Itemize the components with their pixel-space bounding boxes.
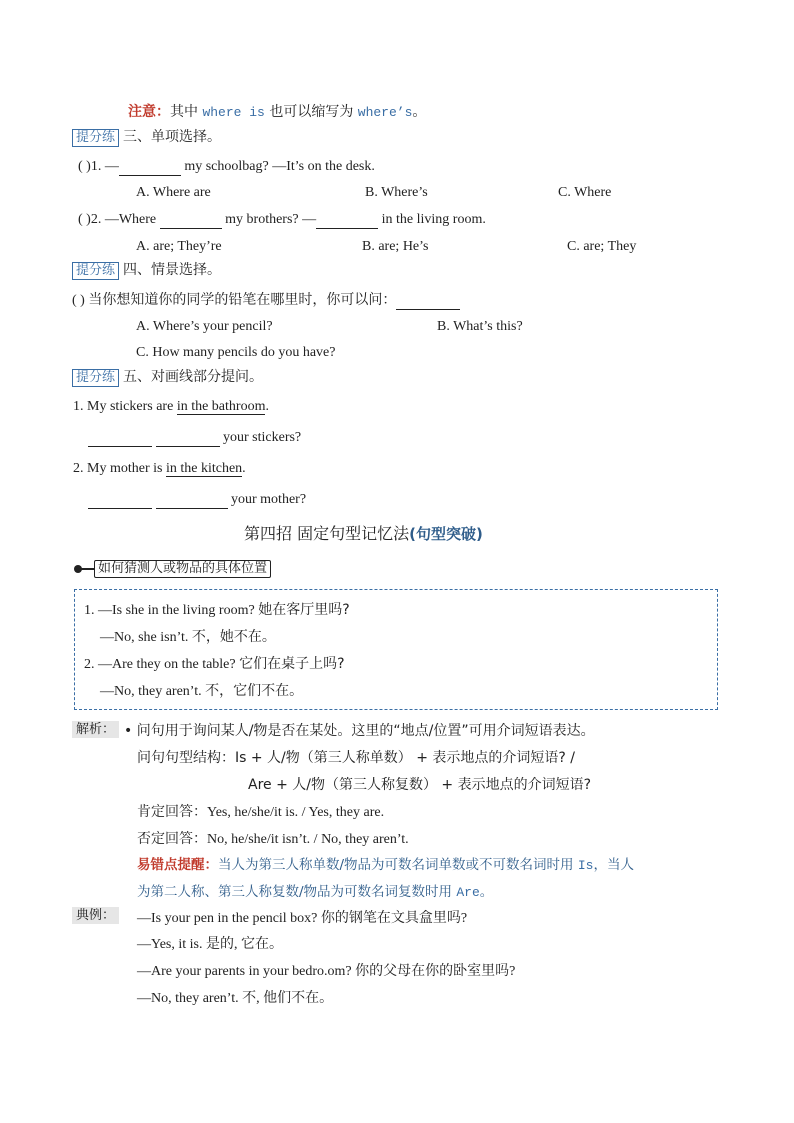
- dianli-label-text: 典例：: [72, 907, 119, 924]
- option-a: A. are; They’re: [136, 239, 222, 254]
- neg-text: No, he/she/it isn’t. / No, they aren’t.: [207, 832, 409, 847]
- option-b: B. are; He’s: [362, 239, 429, 254]
- example-en: 1. —Is she in the living room?: [84, 603, 255, 618]
- error-label: 易错点提醒：: [137, 857, 218, 873]
- answer-paren: ( ): [78, 212, 91, 227]
- example-en: —No, she isn’t.: [100, 630, 189, 645]
- option-a: A. Where’s your pencil?: [136, 319, 273, 334]
- blank: [119, 161, 181, 176]
- note-end: 。: [412, 104, 427, 120]
- section-title: 三、单项选择。: [123, 129, 222, 145]
- example-line-3: [84, 655, 345, 674]
- question-1: [78, 158, 375, 176]
- question-3: [72, 291, 460, 310]
- option-b: B. What’s this?: [437, 319, 523, 334]
- option-a: A. Where are: [136, 185, 211, 200]
- option-c: C. Where: [558, 185, 612, 200]
- error-tip-2: [137, 883, 493, 902]
- pos-label: 肯定回答：: [137, 804, 207, 820]
- q-stem: 1. —: [90, 159, 119, 174]
- question-4: [73, 398, 269, 416]
- blank: [88, 432, 152, 447]
- blank: [156, 494, 228, 509]
- key-icon: [74, 565, 94, 573]
- heading-main: 第四招 固定句型记忆法: [244, 524, 410, 543]
- section-3-heading: [72, 128, 221, 147]
- option-c: C. are; They: [567, 239, 637, 254]
- note-code-wheres: where’s: [357, 105, 413, 120]
- blank: [316, 214, 378, 229]
- error-code: Is: [577, 858, 594, 873]
- error-text: ，当人: [593, 857, 634, 873]
- q-stem-rest: in the living room.: [378, 212, 486, 227]
- q-stem: 2. —Where: [90, 212, 160, 227]
- dianli-label: [72, 907, 119, 925]
- blank: [156, 432, 220, 447]
- blank: [160, 214, 222, 229]
- q-end: .: [265, 399, 269, 414]
- dianli-line: —No, they aren’t. 不, 他们不在。: [137, 991, 334, 1006]
- example-line-2: [100, 628, 276, 647]
- blank: [88, 494, 152, 509]
- underlined-phrase: in the kitchen: [165, 461, 243, 476]
- dianli-line: —Yes, it is. 是的, 它在。: [137, 937, 283, 952]
- struct-2: Are + 人/物（第三人称复数） + 表示地点的介词短语?: [248, 777, 592, 793]
- section-5-heading: [72, 368, 263, 387]
- example-line-4: [100, 682, 303, 701]
- error-text: 。: [479, 884, 494, 900]
- neg-answer: [137, 830, 409, 849]
- example-zh: 它们在桌子上吗?: [239, 656, 345, 672]
- howto-label: [74, 560, 271, 578]
- struct-line-1: [137, 749, 575, 768]
- tifen-badge: 提分练: [72, 129, 119, 147]
- example-en: 2. —Are they on the table?: [84, 657, 236, 672]
- section-4-heading: [72, 261, 221, 280]
- answer-tail: your mother?: [227, 492, 307, 507]
- tifen-badge: 提分练: [72, 262, 119, 280]
- dianli-line: —Are your parents in your bedro.om? 你的父母在你的卧室里吗?: [137, 964, 516, 979]
- answer-line-4: [88, 429, 301, 447]
- answer-tail: your stickers?: [219, 430, 302, 445]
- option-b: B. Where’s: [365, 185, 428, 200]
- section-title: 四、情景选择。: [123, 262, 222, 278]
- note-text-2: 也可以缩写为: [264, 104, 358, 120]
- option-c: C. How many pencils do you have?: [136, 345, 336, 360]
- example-zh: 不，它们不在。: [205, 683, 304, 699]
- error-code: Are: [456, 885, 480, 900]
- analysis-bullet: • 问句用于询问某人/物是否在某处。这里的“地点/位置”可用介词短语表达。: [124, 723, 595, 739]
- pos-text: Yes, he/she/it is. / Yes, they are.: [207, 805, 385, 820]
- note-line: [128, 103, 426, 122]
- q-stem-mid: my brothers? —: [221, 212, 317, 227]
- example-en: —No, they aren’t.: [100, 684, 202, 699]
- q-stem-rest: my schoolbag? —It’s on the desk.: [180, 159, 375, 174]
- q-stem: 2. My mother is: [73, 461, 166, 476]
- example-zh: 不，她不在。: [191, 629, 276, 645]
- example-zh: 她在客厅里吗?: [258, 602, 350, 618]
- note-code-where-is: where is: [202, 105, 265, 120]
- analysis-bullet-text: 问句用于询问某人/物是否在某处。这里的“地点/位置”可用介词短语表达。: [136, 723, 595, 739]
- answer-paren: ( ): [72, 293, 85, 308]
- q-stem: 当你想知道你的同学的铅笔在哪里时，你可以问：: [88, 292, 397, 308]
- struct-1: Is + 人/物（第三人称单数） + 表示地点的介词短语? /: [235, 750, 575, 766]
- howto-text: 如何猜测人或物品的具体位置: [94, 560, 271, 578]
- question-2: [78, 211, 486, 229]
- example-line-1: [84, 601, 350, 620]
- answer-line-5: [88, 491, 306, 509]
- q-stem: 1. My stickers are: [73, 399, 177, 414]
- neg-label: 否定回答：: [137, 831, 207, 847]
- answer-paren: ( ): [78, 159, 91, 174]
- section-title: 五、对画线部分提问。: [123, 369, 264, 385]
- q-end: .: [242, 461, 246, 476]
- note-label: 注意：: [128, 104, 170, 120]
- analysis-label: [72, 721, 119, 739]
- struct-label: 问句句型结构：: [137, 750, 235, 766]
- underlined-phrase: in the bathroom: [176, 399, 266, 414]
- analysis-label-text: 解析：: [72, 721, 119, 738]
- question-5: [73, 460, 246, 478]
- blank: [396, 295, 460, 310]
- error-text: 为第二人称、第三人称复数/物品为可数名词复数时用: [137, 884, 457, 900]
- section-heading: [244, 523, 483, 546]
- error-text: 当人为第三人称单数/物品为可数名词单数或不可数名词时用: [218, 857, 578, 873]
- dianli-line: —Is your pen in the pencil box? 你的钢笔在文具盒里吗?: [137, 911, 468, 926]
- pos-answer: [137, 803, 384, 822]
- error-tip-1: [137, 856, 634, 875]
- note-text: 其中: [170, 104, 203, 120]
- heading-sub: (句型突破): [409, 525, 483, 543]
- tifen-badge: 提分练: [72, 369, 119, 387]
